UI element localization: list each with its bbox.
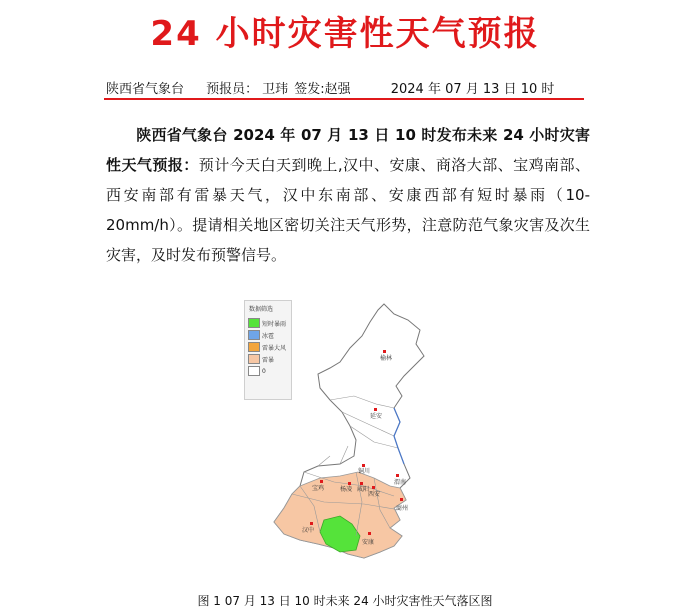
- header-rule: [104, 98, 584, 100]
- legend-item-none[interactable]: [248, 366, 288, 376]
- forecast-body: [106, 120, 590, 270]
- legend-swatch: [248, 330, 260, 340]
- legend-label: 短时暴雨: [262, 320, 287, 328]
- city-marker-xian: [372, 486, 375, 489]
- legend-swatch: [248, 354, 260, 364]
- page-title: 24 小时灾害性天气预报: [150, 14, 540, 54]
- city-label-ankang: 安康: [362, 539, 375, 546]
- city-marker-shangzhou: [400, 498, 403, 501]
- legend-swatch: [248, 342, 260, 352]
- city-label-yangling: 杨凌: [340, 486, 353, 493]
- issuer: 陕西省气象台: [106, 82, 185, 97]
- city-marker-yangling: [348, 482, 351, 485]
- city-label-hanzhong: 汉中: [302, 527, 315, 534]
- city-marker-weinan: [396, 474, 399, 477]
- signer-label: 签发:: [294, 82, 325, 97]
- city-marker-xianyang: [360, 482, 363, 485]
- map-legend: [244, 300, 292, 400]
- forecaster-name: 卫玮: [262, 82, 289, 97]
- city-marker-yanan: [374, 408, 377, 411]
- legend-item-hail[interactable]: [248, 330, 288, 340]
- legend-swatch: [248, 318, 260, 328]
- city-label-baoji: 宝鸡: [312, 485, 325, 492]
- legend-label: 雷暴大风: [262, 344, 287, 352]
- city-label-shangzhou: 商州: [396, 505, 409, 512]
- legend-label: 冰雹: [262, 332, 275, 340]
- meta-line: [106, 78, 572, 97]
- issue-datetime: 2024 年 07 月 13 日 10 时: [390, 82, 555, 97]
- legend-item-thunderstorm[interactable]: [248, 354, 288, 364]
- signer-name: 赵强: [324, 82, 351, 97]
- forecast-text: 预计今天白天到晚上,汉中、安康、商洛大部、宝鸡南部、西安南部有雷暴天气，汉中东南部、安康西部有短时暴雨（10-20mm/h）。提请相关地区密切关注天气形势，注意防范气象灾害及次生灾害，及时发布预警信号。: [106, 156, 590, 264]
- city-label-weinan: 渭南: [394, 479, 407, 486]
- figure-caption: 图 1 07 月 13 日 10 时未来 24 小时灾害性天气落区图: [197, 594, 493, 608]
- city-marker-baoji: [320, 480, 323, 483]
- legend-item-heavy-rain[interactable]: [248, 318, 288, 328]
- city-marker-tongchuan: [362, 464, 365, 467]
- city-label-tongchuan: 铜川: [358, 468, 371, 475]
- city-marker-yulin: [383, 350, 386, 353]
- city-label-yanan: 延安: [370, 413, 383, 420]
- city-label-xian: 西安: [368, 491, 381, 498]
- legend-item-thunder-wind[interactable]: [248, 342, 288, 352]
- city-marker-ankang: [368, 532, 371, 535]
- forecast-lead: 陕西省气象台 2024 年 07 月 13 日 10 时发布未来 24 小时灾害性天气预报：: [106, 126, 590, 174]
- forecaster-group: [206, 82, 368, 97]
- city-label-xianyang: 咸阳: [357, 486, 370, 493]
- legend-label: 雷暴: [262, 356, 275, 364]
- legend-swatch: [248, 366, 260, 376]
- forecaster-label: 预报员：: [206, 82, 259, 97]
- city-marker-hanzhong: [310, 522, 313, 525]
- legend-title: 数据筛选: [249, 306, 274, 313]
- legend-label: 0: [262, 367, 266, 375]
- city-label-yulin: 榆林: [380, 355, 393, 362]
